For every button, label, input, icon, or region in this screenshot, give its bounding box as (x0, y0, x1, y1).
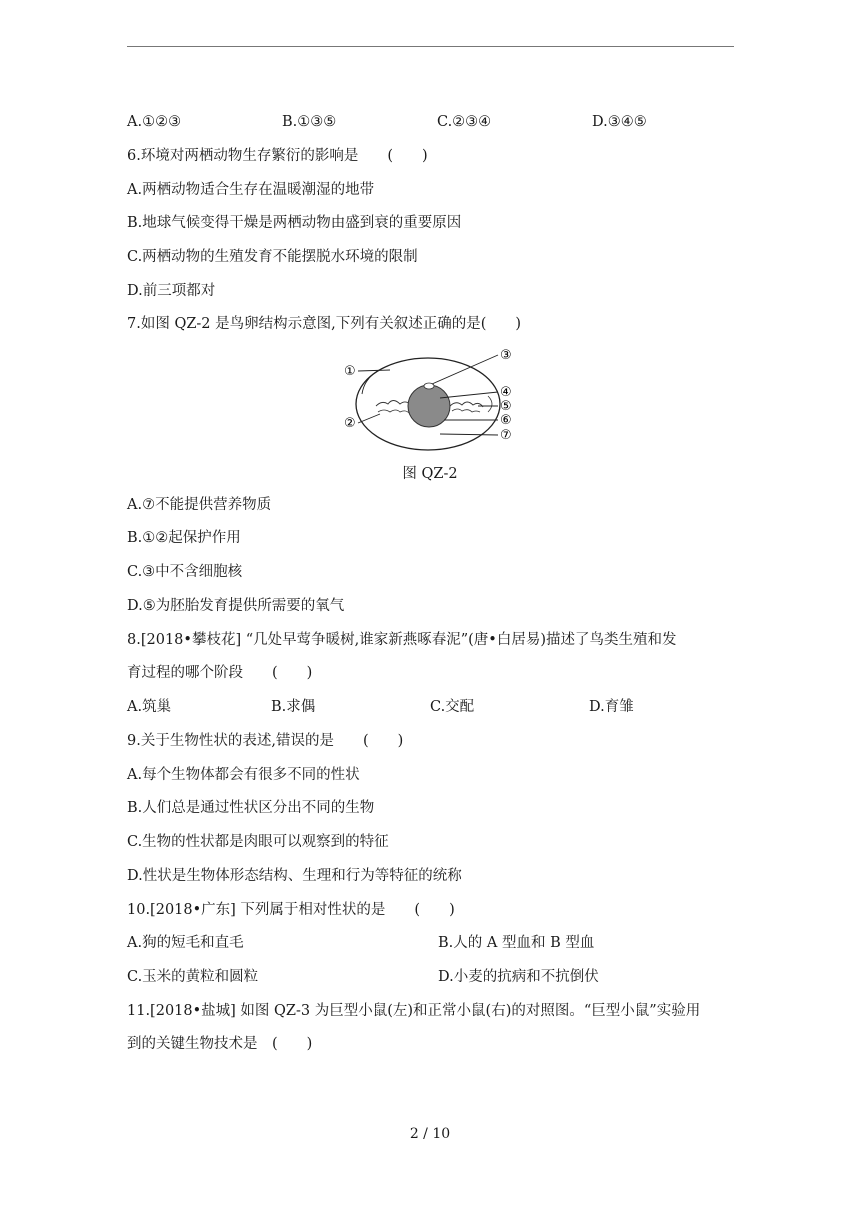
q10-option-c: C.玉米的黄粒和圆粒 (127, 969, 259, 985)
q11-stem-line-1: 11.[2018•盐城] 如图 QZ-3 为巨型小鼠(左)和正常小鼠(右)的对照图。“巨型小鼠”实验用 (127, 1003, 701, 1019)
q10-option-a: A.狗的短毛和直毛 (127, 935, 244, 951)
q6-option-a: A.两栖动物适合生存在温暖潮湿的地带 (127, 182, 375, 198)
q5-option-c: C.②③④ (437, 114, 492, 130)
label-4: ④ (500, 385, 512, 400)
q5-option-d: D.③④⑤ (592, 114, 647, 130)
figure-caption: 图 QZ-2 (402, 466, 458, 482)
q6-option-d: D.前三项都对 (127, 283, 216, 299)
q9-option-d: D.性状是生物体形态结构、生理和行为等特征的统称 (127, 868, 462, 884)
q6-option-c: C.两栖动物的生殖发育不能摆脱水环境的限制 (127, 249, 418, 265)
q10-stem: 10.[2018•广东] 下列属于相对性状的是 ( ) (127, 902, 455, 918)
page-number: 2 / 10 (409, 1126, 451, 1142)
q7-option-b: B.①②起保护作用 (127, 530, 241, 546)
q5-option-a: A.①②③ (127, 114, 182, 130)
q6-option-b: B.地球气候变得干燥是两栖动物由盛到衰的重要原因 (127, 215, 462, 231)
q8-option-b: B.求偶 (271, 699, 316, 715)
q8-stem-line-2: 育过程的哪个阶段 ( ) (127, 665, 313, 681)
q9-option-c: C.生物的性状都是肉眼可以观察到的特征 (127, 834, 389, 850)
header-rule (127, 46, 734, 47)
q7-stem: 7.如图 QZ-2 是鸟卵结构示意图,下列有关叙述正确的是( ) (127, 316, 522, 332)
q7-option-c: C.③中不含细胞核 (127, 564, 243, 580)
q8-option-c: C.交配 (430, 699, 475, 715)
q6-stem: 6.环境对两栖动物生存繁衍的影响是 ( ) (127, 148, 428, 164)
q7-option-d: D.⑤为胚胎发育提供所需要的氧气 (127, 598, 345, 614)
bird-egg-diagram (340, 344, 520, 454)
label-3: ③ (500, 348, 512, 363)
label-5: ⑤ (500, 399, 512, 414)
q7-option-a: A.⑦不能提供营养物质 (127, 497, 272, 513)
q8-option-a: A.筑巢 (127, 699, 172, 715)
q10-option-b: B.人的 A 型血和 B 型血 (438, 935, 595, 951)
q9-stem: 9.关于生物性状的表述,错误的是 ( ) (127, 733, 404, 749)
label-2: ② (344, 416, 356, 431)
q8-stem-line-1: 8.[2018•攀枝花] “几处早莺争暖树,谁家新燕啄春泥”(唐•白居易)描述了鸟类生殖和发 (127, 632, 677, 648)
label-1: ① (344, 364, 356, 379)
q11-stem-line-2: 到的关键生物技术是 ( ) (127, 1036, 313, 1052)
q8-option-d: D.育雏 (589, 699, 634, 715)
label-6: ⑥ (500, 413, 512, 428)
q5-option-b: B.①③⑤ (282, 114, 337, 130)
q9-option-a: A.每个生物体都会有很多不同的性状 (127, 767, 360, 783)
label-7: ⑦ (500, 428, 512, 443)
q10-option-d: D.小麦的抗病和不抗倒伏 (438, 969, 599, 985)
q9-option-b: B.人们总是通过性状区分出不同的生物 (127, 800, 375, 816)
